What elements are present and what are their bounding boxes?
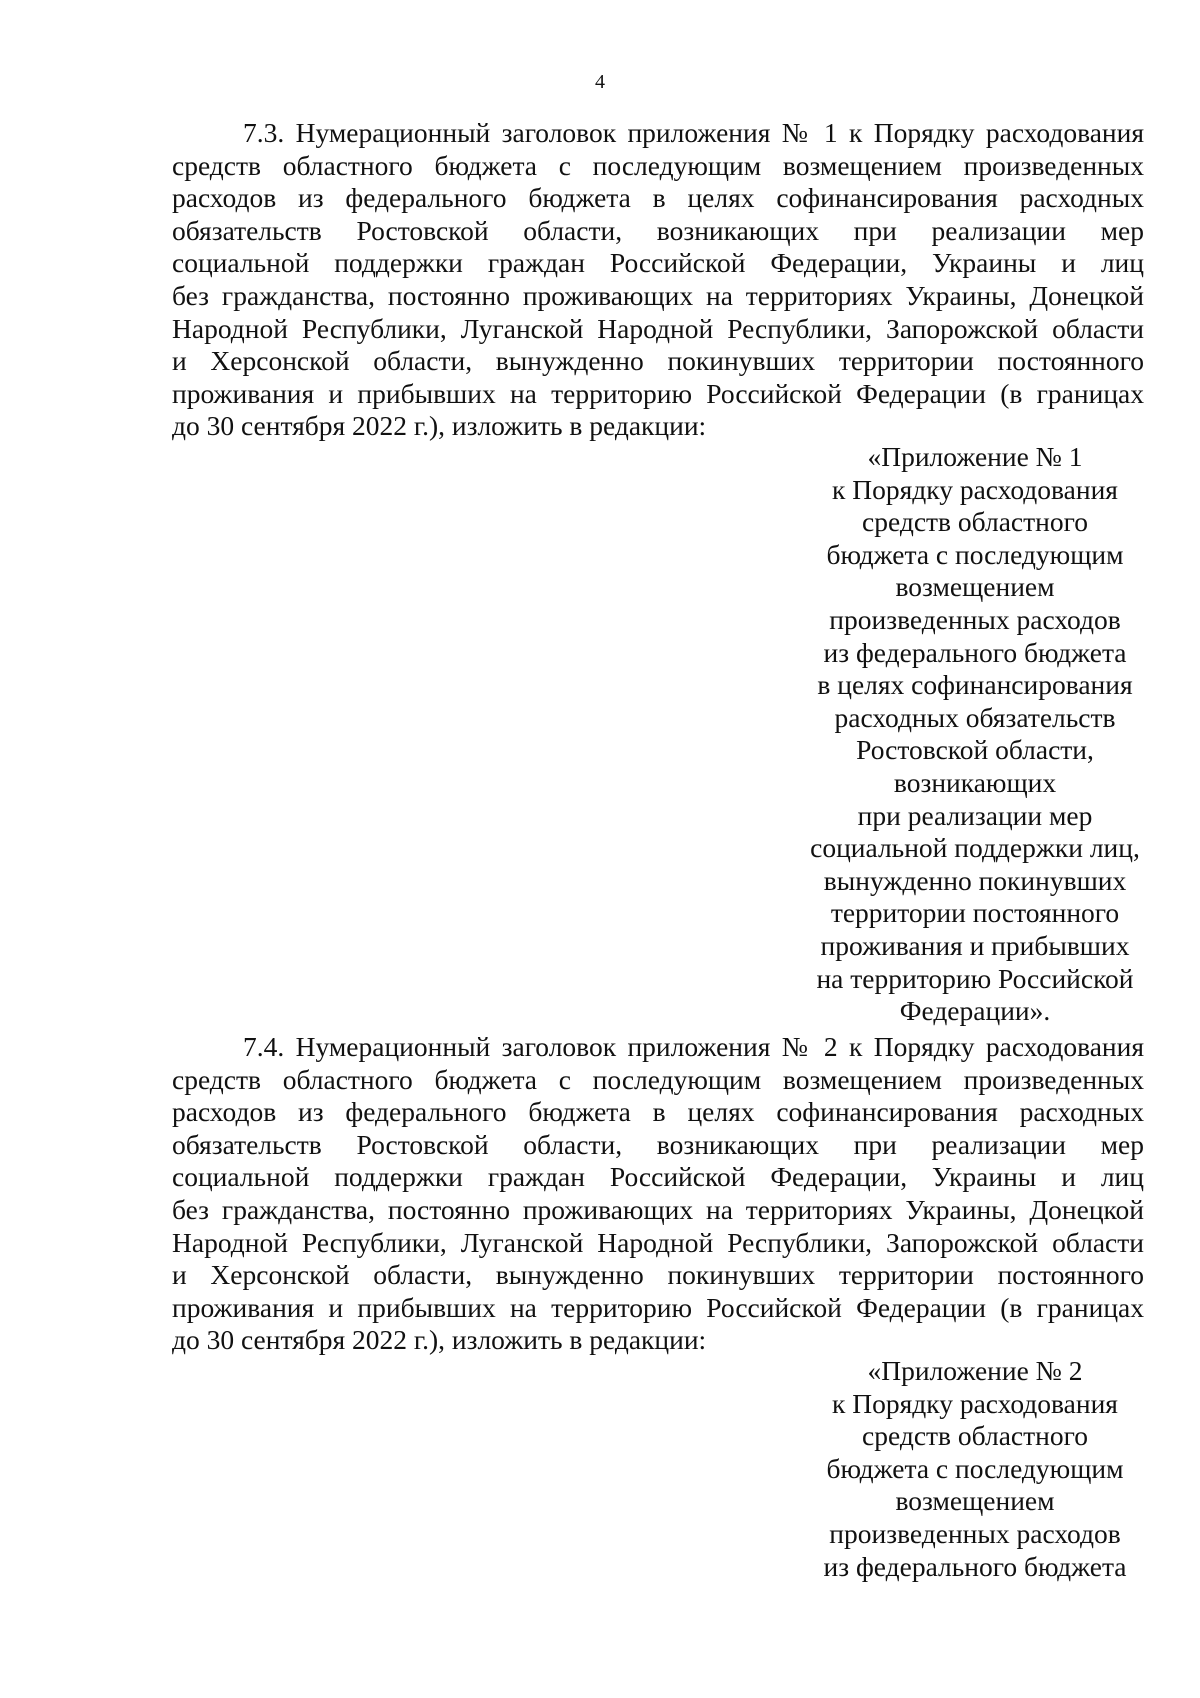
appendix-line: проживания и прибывших [820, 929, 1130, 961]
appendix-line: территории постоянного [830, 897, 1120, 929]
paragraph-line: социальной поддержки граждан Российской Федерации, Украины и лиц [172, 1161, 1144, 1193]
paragraph-line: обязательств Ростовской области, возникающих при реализации мер [172, 1128, 1144, 1160]
paragraph-line: средств областного бюджета с последующим возмещением произведенных [172, 149, 1144, 181]
paragraph-line: и Херсонской области, вынужденно покинувших территории постоянного [172, 1259, 1144, 1291]
paragraph-line: Народной Республики, Луганской Народной Республики, Запорожской области [172, 312, 1144, 344]
paragraph-line: проживания и прибывших на территорию Российской Федерации (в границах [172, 377, 1144, 409]
paragraph-7-3 [172, 117, 1144, 443]
page-number: 4 [595, 71, 605, 93]
appendix-line: возмещением [895, 571, 1055, 603]
appendix-line: в целях софинансирования [817, 669, 1133, 701]
paragraph-line: 7.3. Нумерационный заголовок приложения № 1 к Порядку расходования [243, 117, 1144, 148]
appendix-line: средств областного [862, 1420, 1088, 1452]
appendix-line: социальной поддержки лиц, [810, 832, 1140, 864]
paragraph-line: обязательств Ростовской области, возникающих при реализации мер [172, 214, 1144, 246]
paragraph-line: проживания и прибывших на территорию Российской Федерации (в границах [172, 1291, 1144, 1323]
appendix-line: средств областного [862, 506, 1088, 538]
paragraph-line: социальной поддержки граждан Российской Федерации, Украины и лиц [172, 247, 1144, 279]
paragraph-line: без гражданства, постоянно проживающих на территориях Украины, Донецкой [172, 279, 1144, 311]
appendix-line: «Приложение № 1 [867, 441, 1083, 472]
paragraph-line: до 30 сентября 2022 г.), изложить в редакции: [172, 1324, 707, 1356]
appendix-line: на территорию Российской [816, 962, 1134, 994]
paragraph-line: до 30 сентября 2022 г.), изложить в редакции: [172, 410, 707, 442]
appendix-line: бюджета с последующим [826, 538, 1124, 570]
appendix-line: к Порядку расходования [832, 473, 1118, 505]
appendix-line: из федерального бюджета [823, 636, 1127, 668]
appendix-line: возмещением [895, 1485, 1055, 1517]
paragraph-line: Народной Республики, Луганской Народной Республики, Запорожской области [172, 1226, 1144, 1258]
paragraph-7-4 [172, 1031, 1144, 1357]
paragraph-line: без гражданства, постоянно проживающих на территориях Украины, Донецкой [172, 1193, 1144, 1225]
appendix-line: «Приложение № 2 [867, 1355, 1083, 1386]
appendix-line: из федерального бюджета [823, 1550, 1127, 1582]
appendix-line: возникающих [893, 766, 1057, 798]
paragraph-line: средств областного бюджета с последующим возмещением произведенных [172, 1063, 1144, 1095]
paragraph-line: расходов из федерального бюджета в целях софинансирования расходных [172, 182, 1144, 214]
appendix-1-heading [780, 441, 1170, 1028]
appendix-line: к Порядку расходования [832, 1387, 1118, 1419]
appendix-line: произведенных расходов [829, 1517, 1121, 1549]
appendix-line: произведенных расходов [829, 603, 1121, 635]
appendix-line: бюджета с последующим [826, 1452, 1124, 1484]
paragraph-line: 7.4. Нумерационный заголовок приложения № 2 к Порядку расходования [243, 1031, 1144, 1062]
paragraph-line: и Херсонской области, вынужденно покинувших территории постоянного [172, 345, 1144, 377]
appendix-line: Федерации». [899, 995, 1051, 1027]
appendix-line: при реализации мер [857, 799, 1093, 831]
appendix-line: вынужденно покинувших [823, 864, 1127, 896]
appendix-line: расходных обязательств [834, 701, 1116, 733]
paragraph-line: расходов из федерального бюджета в целях софинансирования расходных [172, 1096, 1144, 1128]
appendix-2-heading [780, 1355, 1170, 1583]
appendix-line: Ростовской области, [856, 734, 1094, 766]
